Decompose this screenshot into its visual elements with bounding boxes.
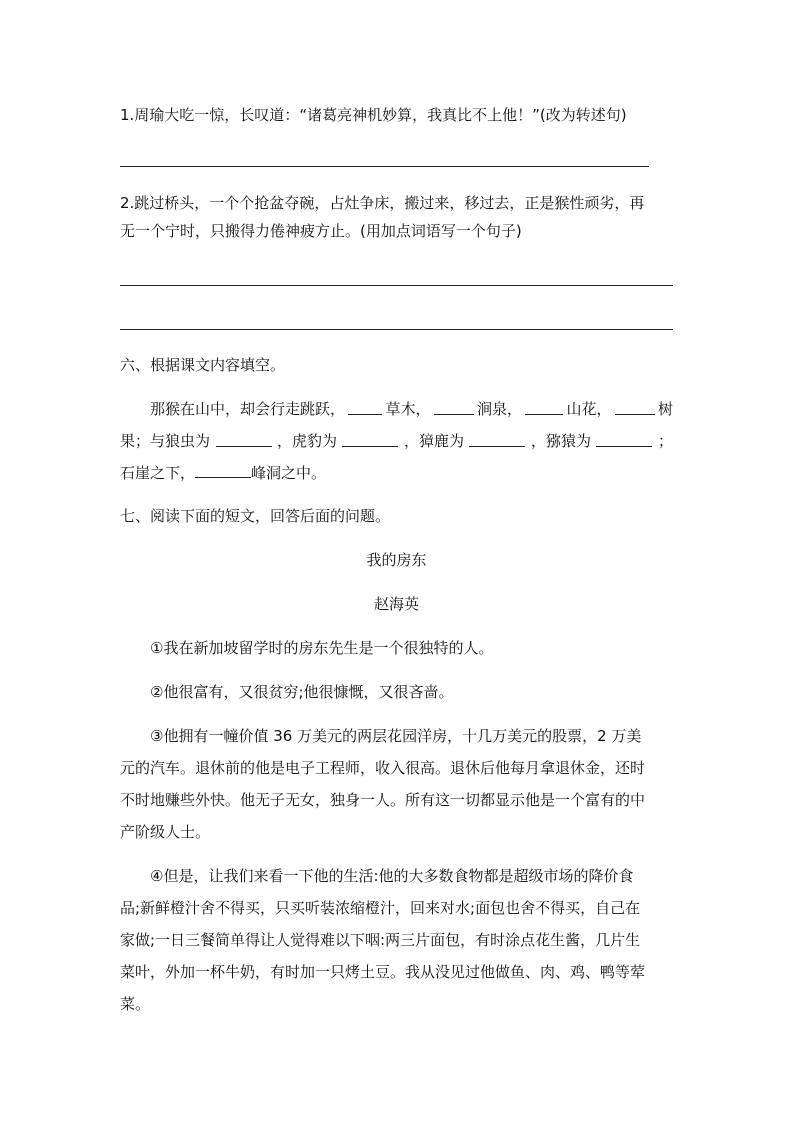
answer-line-1	[120, 166, 649, 167]
fill-text: ，虎豹为	[276, 432, 337, 450]
paragraph-4-text: 家做;一日三餐简单得让人觉得难以下咽:两三片面包，有时涂点花生酱，几片生	[120, 931, 641, 949]
blank-field[interactable]	[596, 430, 652, 447]
question-2-line-2: 无一个宁时，只搬得力倦神疲方止。(用加点词语写一个句子)	[120, 222, 522, 240]
fill-blank-line-2	[120, 430, 673, 452]
paragraph-4-line	[120, 897, 673, 919]
blank-field[interactable]	[348, 398, 382, 415]
fill-blank-line-1	[150, 398, 673, 420]
paragraph-4-text: 菜叶，外加一杯牛奶，有时加一只烤土豆。我从没见过他做鱼、肉、鸡、鸭等荤	[120, 963, 646, 981]
answer-line-2b	[120, 329, 673, 330]
fill-text: 涧泉，	[476, 400, 522, 418]
paragraph-3-line	[120, 789, 673, 811]
blank-field[interactable]	[216, 430, 272, 447]
fill-text: ；	[657, 432, 673, 450]
paragraph-4-text: 品;新鲜橙汁舍不得买，只买听装浓缩橙汁，回来对水;面包也舍不得买，自己在	[120, 899, 641, 917]
paragraph-3-text: ③他拥有一幢价值 36 万美元的两层花园洋房，十几万美元的股票，2 万美	[150, 727, 642, 745]
fill-text: 那猴在山中，却会行走跳跃，	[150, 400, 346, 418]
paragraph-3-text: 不时地赚些外快。他无子无女，独身一人。所有这一切都显示他是一个富有的中	[120, 791, 646, 809]
fill-text: 山花，	[566, 400, 612, 418]
paragraph-2: ②他很富有，又很贫穷;他很慷慨，又很吝啬。	[150, 683, 454, 701]
paragraph-3-text: 元的汽车。退休前的他是电子工程师，收入很高。退休后他每月拿退休金，还时	[120, 759, 646, 777]
question-2-line-1	[120, 192, 673, 214]
paragraph-4-line	[120, 929, 673, 951]
blank-field[interactable]	[469, 430, 525, 447]
fill-blank-line-3	[120, 461, 673, 484]
blank-field[interactable]	[342, 430, 398, 447]
fill-text: ，獐鹿为	[403, 432, 464, 450]
blank-field[interactable]	[195, 461, 251, 478]
paragraph-4-line	[150, 865, 673, 887]
paragraph-4-text: ④但是，让我们来看一下他的生活:他的大多数食物都是超级市场的降价食	[150, 867, 634, 885]
blank-field[interactable]	[615, 398, 655, 415]
question-1-text: 1.周瑜大吃一惊，长叹道：“诸葛亮神机妙算，我真比不上他！”(改为转述句)	[120, 106, 627, 124]
fill-text: 树	[657, 400, 673, 418]
paragraph-3-line: 产阶级人士。	[120, 823, 211, 841]
fill-text: 果；与狼虫为	[120, 432, 211, 450]
question-2-text-1: 2.跳过桥头，一个个抢盆夺碗，占灶争床，搬过来，移过去，正是猴性顽劣，再	[120, 194, 645, 212]
paragraph-1: ①我在新加坡留学时的房东先生是一个很独特的人。	[150, 639, 494, 657]
answer-line-2a	[120, 285, 673, 286]
fill-text: ，猕猿为	[530, 432, 591, 450]
paragraph-3-line	[120, 757, 673, 779]
paragraph-3-line	[150, 725, 673, 747]
fill-text: 草木，	[385, 400, 431, 418]
paragraph-4-line: 菜。	[120, 995, 151, 1013]
article-author: 赵海英	[373, 595, 419, 613]
blank-field[interactable]	[525, 398, 563, 415]
paragraph-4-line	[120, 961, 673, 983]
fill-text: 石崖之下，	[120, 464, 196, 482]
section-6-heading: 六、根据课文内容填空。	[120, 356, 286, 374]
blank-field[interactable]	[434, 398, 474, 415]
section-7-heading: 七、阅读下面的短文，回答后面的问题。	[120, 507, 391, 525]
fill-text: 峰洞之中。	[251, 464, 327, 482]
article-title: 我的房东	[366, 551, 427, 569]
